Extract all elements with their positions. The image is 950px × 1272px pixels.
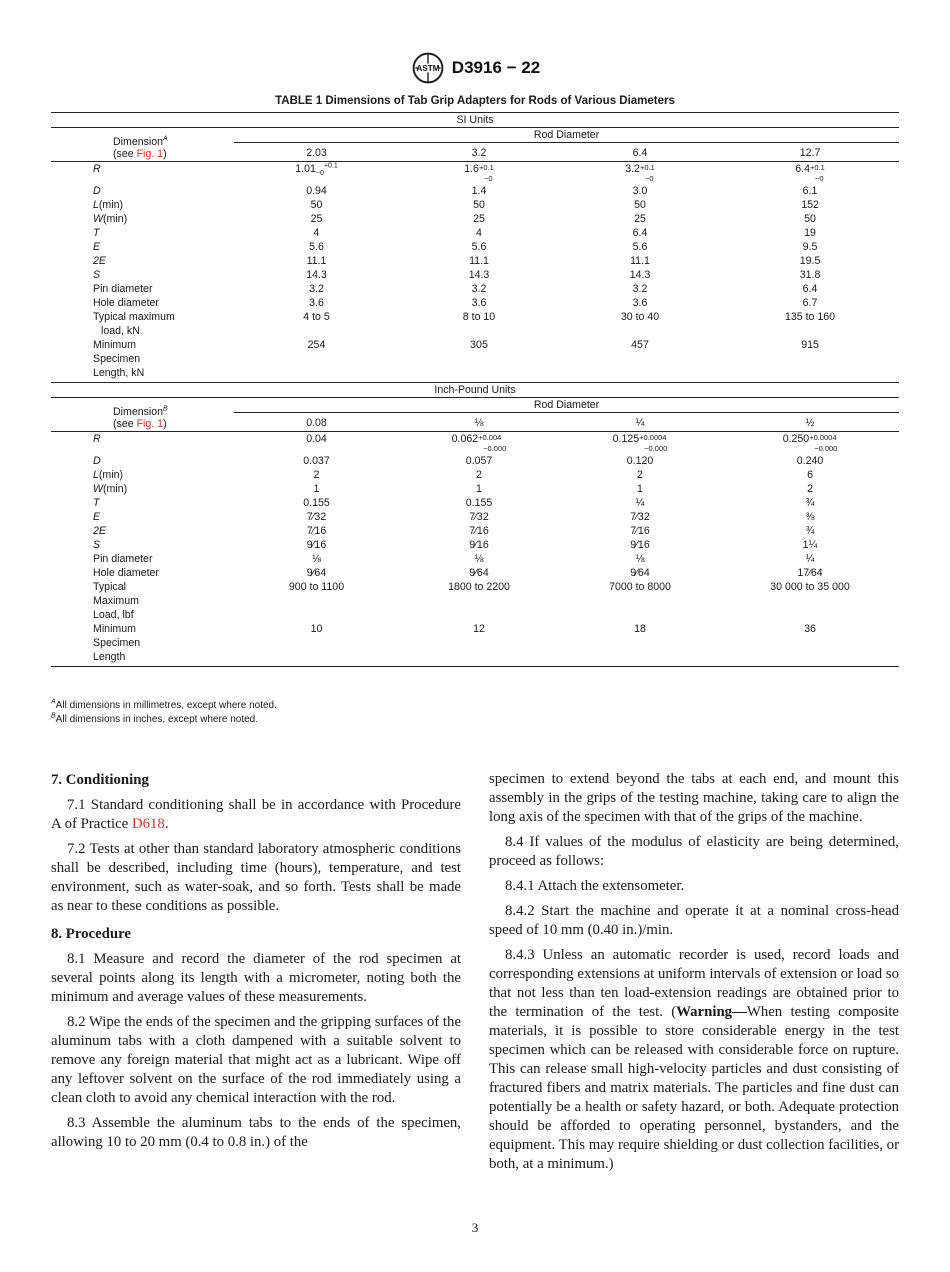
ip-row-value: 7⁄16 <box>630 525 650 537</box>
si-r-label: R <box>93 163 101 175</box>
paragraph-8-4-3: 8.4.3 Unless an automatic recorder is used, record loads and corresponding extensions at uniform intervals of extension or load so that not less than ten load-extension readings are obtained prior to the termination of the test. (Warning—When testing composite materials, it is possible to store considerable energy in the test specimen which can be released with considerable force on rupture. This can release small high-velocity particles and dust consisting of fractured fibers and matrix materials. The particles and fine dust can potentially be a health or safety hazard, or both. Adequate protection should be afforded to operating personnel, bystanders, and the equipment. This may require shielding or dust collection facilities, or both, at a minimum.) <box>489 947 899 1172</box>
ip-row-value: 0.057 <box>465 455 493 467</box>
si-row-value: 14.3 <box>306 269 327 281</box>
si-row-value: 3.0 <box>632 185 648 197</box>
ip-row-label: L(min) <box>93 469 124 481</box>
si-r-value: 1.6 +0.1 −0 <box>464 163 494 183</box>
ip-row-value: 0.155 <box>465 497 493 509</box>
logo-text: ASTM <box>416 64 440 74</box>
section-8-title: 8. Procedure <box>51 926 131 942</box>
ip-row-value: 7⁄32 <box>630 511 650 523</box>
si-row <box>51 268 899 282</box>
si-row <box>51 282 899 296</box>
si-load-label: Typical maximum load, kN <box>93 311 175 337</box>
si-row-value: 25 <box>473 213 485 225</box>
paragraph-8-1: 8.1 Measure and record the diameter of the rod specimen at several points along its length with a micrometer, noting both the minimum and average values of these measurements. <box>51 951 461 1005</box>
paragraph-8-3: 8.3 Assemble the aluminum tabs to the ends of the specimen, allowing 10 to 20 mm (0.4 to 0.8 in.) of the <box>51 1115 461 1150</box>
si-diameter-value: 3.2 <box>399 143 559 162</box>
ip-row-label: W(min) <box>93 483 128 495</box>
si-data-rows <box>51 184 899 310</box>
ip-row-value: ¼ <box>805 553 815 565</box>
si-dimension-header <box>51 128 234 162</box>
si-load-row <box>51 310 899 338</box>
ip-row-value: 2 <box>637 469 643 481</box>
ip-load-value: 7000 to 8000 <box>609 581 671 593</box>
ip-row-value: 7⁄32 <box>306 511 327 523</box>
si-row-label: L(min) <box>93 199 124 211</box>
table-footnotes <box>51 699 899 727</box>
si-row <box>51 184 899 198</box>
si-min-length-value: 457 <box>631 339 649 351</box>
si-r-value: 3.2 +0.1 −0 <box>625 163 655 183</box>
d618-link[interactable]: D618 <box>131 816 165 832</box>
si-min-length-row <box>51 338 899 383</box>
document-header <box>0 50 950 86</box>
ip-row-value: 0.120 <box>626 455 654 467</box>
ip-row-label: T <box>93 497 100 509</box>
ip-row <box>51 468 899 482</box>
ip-row-value: 9⁄64 <box>630 567 650 579</box>
si-row-value: 3.6 <box>471 297 487 309</box>
si-row-value: 11.1 <box>469 255 489 267</box>
si-see-prefix: (see <box>113 148 137 160</box>
ip-row-label: D <box>93 455 101 467</box>
ip-row <box>51 552 899 566</box>
si-row-value: 4 <box>313 227 320 239</box>
si-rod-diameter-label: Rod Diameter <box>234 128 899 143</box>
si-row-value: 6.7 <box>802 297 818 309</box>
si-row-value: 152 <box>801 199 819 211</box>
ip-row-value: 9⁄16 <box>630 539 650 551</box>
si-row-value: 6.1 <box>802 185 818 197</box>
si-row-label: E <box>93 241 101 253</box>
si-row <box>51 212 899 226</box>
ip-row-value: ⅛ <box>635 553 645 565</box>
si-row-value: 1.4 <box>471 185 487 197</box>
si-row-label: D <box>93 185 101 197</box>
ip-min-length-value: 18 <box>559 622 721 667</box>
si-see-suffix: ) <box>163 148 167 160</box>
si-units-label: SI Units <box>51 113 899 128</box>
si-dimension-note: A <box>163 135 168 143</box>
ip-r-value: 0.04 <box>306 433 327 445</box>
si-row <box>51 240 899 254</box>
ip-row-value: 9⁄16 <box>469 539 489 551</box>
ip-row <box>51 524 899 538</box>
si-load-value: 30 to 40 <box>620 311 660 323</box>
si-row-value: 11.1 <box>306 255 327 267</box>
si-row <box>51 254 899 268</box>
si-row-value: 5.6 <box>471 241 487 253</box>
ip-r-value: 0.125 +0.0004 −0.000 <box>612 433 668 453</box>
si-min-length-value: 305 <box>470 339 488 351</box>
si-row-value: 19 <box>804 227 816 239</box>
ip-row-value: 1¼ <box>802 539 818 551</box>
si-row-value: 25 <box>310 213 323 225</box>
si-row-value: 3.2 <box>632 283 648 295</box>
page-number: 3 <box>471 1220 479 1235</box>
si-row-label: T <box>93 227 100 239</box>
si-row-label: Hole diameter <box>93 297 159 309</box>
si-row-value: 31.8 <box>799 269 821 281</box>
si-dimension-label: Dimension <box>113 136 164 148</box>
ip-load-value: 30 000 to 35 000 <box>770 581 850 593</box>
ip-row-value: 1 <box>313 483 320 495</box>
ip-row-value: 7⁄16 <box>469 525 489 537</box>
paragraph-8-4: 8.4 If values of the modulus of elasticity are being determined, proceed as follows: <box>489 834 899 869</box>
ip-load-value: 900 to 1100 <box>288 581 345 593</box>
ip-row <box>51 538 899 552</box>
si-row-value: 19.5 <box>799 255 821 267</box>
ip-row-value: ⅜ <box>805 511 815 523</box>
si-row-value: 3.6 <box>309 297 324 309</box>
si-row-value: 3.2 <box>309 283 324 295</box>
ip-row-value: ⅛ <box>312 553 321 565</box>
si-row-value: 3.6 <box>632 297 648 309</box>
ip-units-row <box>51 383 899 398</box>
si-diameter-value: 12.7 <box>721 143 899 162</box>
ip-min-length-label: Minimum Specimen Length <box>51 622 234 667</box>
ip-diameter-value: ½ <box>721 413 899 432</box>
ip-min-length-row <box>51 622 899 667</box>
ip-row-value: 0.240 <box>796 455 824 467</box>
dimensions-table <box>51 112 899 667</box>
si-row-value: 3.2 <box>471 283 487 295</box>
ip-data-rows <box>51 454 899 580</box>
ip-load-row <box>51 580 899 622</box>
ip-diameter-value: 0.08 <box>234 413 399 432</box>
ip-r-label: R <box>93 433 101 445</box>
ip-row-label: E <box>93 511 101 523</box>
si-load-value: 8 to 10 <box>462 311 496 323</box>
ip-row-value: 7⁄16 <box>306 525 327 537</box>
ip-row-value: 2 <box>476 469 482 481</box>
ip-row-value: 9⁄16 <box>306 539 327 551</box>
footnote-a: $^A$All dimensions in millimetres, except where noted. <box>51 698 277 711</box>
ip-diameter-value: ⅛ <box>399 413 559 432</box>
ip-min-length-value: 12 <box>399 622 559 667</box>
ip-row-value: 0.037 <box>303 455 330 467</box>
ip-row-value: 2 <box>807 483 813 495</box>
right-column <box>489 770 899 1180</box>
ip-r-value: 0.062 +0.004 −0.000 <box>451 433 507 453</box>
ip-load-value: 1800 to 2200 <box>448 581 510 593</box>
si-row <box>51 198 899 212</box>
si-r-value: $1.01_{-0}^{+0.1}$ <box>295 162 338 178</box>
ip-row-label: Pin diameter <box>93 553 153 565</box>
ip-header-row <box>51 398 899 413</box>
si-row <box>51 296 899 310</box>
si-row-value: 0.94 <box>306 185 327 197</box>
ip-row-value: ¼ <box>635 497 645 509</box>
si-row-value: 50 <box>310 199 323 211</box>
si-load-value: 4 to 5 <box>303 311 330 323</box>
ip-min-length-value: 36 <box>721 622 899 667</box>
si-row-value: 25 <box>634 213 646 225</box>
ip-load-label: Typical Maximum Load, lbf <box>93 581 139 621</box>
si-row-value: 5.6 <box>309 241 324 253</box>
si-row-label: S <box>93 269 101 281</box>
si-load-value: 135 to 160 <box>784 311 836 323</box>
si-row-value: 4 <box>476 227 482 239</box>
astm-logo-icon <box>410 50 446 86</box>
ip-row-label: 2E <box>93 525 106 537</box>
ip-dimension-header <box>51 398 234 432</box>
ip-dimension-note: B <box>163 405 168 413</box>
si-diameter-value: 2.03 <box>234 143 399 162</box>
ip-row-value: 17⁄64 <box>797 567 823 579</box>
ip-see-suffix: ) <box>163 418 167 430</box>
ip-row-value: ¾ <box>805 497 815 509</box>
ip-row-value: 7⁄32 <box>469 511 489 523</box>
si-r-value: 6.4 +0.1 −0 <box>795 163 825 183</box>
ip-row-value: ¾ <box>805 525 815 537</box>
paragraph-8-2: 8.2 Wipe the ends of the specimen and the gripping surfaces of the aluminum tabs with a cloth dampened with a suitable solvent to remove any foreign material that might act as a lubricant. Wipe off any leftover solvent on the surface of the rod immediately using a clean cloth to avoid any chemical interaction with the rod. <box>51 1014 462 1106</box>
ip-row <box>51 496 899 510</box>
ip-diameter-value: ¼ <box>559 413 721 432</box>
ip-dimension-label: Dimension <box>113 406 164 418</box>
ip-see-prefix: (see <box>113 418 137 430</box>
ip-r-row <box>51 432 899 455</box>
paragraph-7-1: 7.1 Standard conditioning shall be in accordance with Procedure A of Practice D618. <box>51 797 461 832</box>
document-id: D3916 − 22 <box>451 58 541 77</box>
ip-row-value: 6 <box>807 469 813 481</box>
si-row-value: 9.5 <box>802 241 818 253</box>
paragraph-8-3-continued: specimen to extend beyond the tabs at each end, and mount this assembly in the grips of the testing machine, taking care to align the long axis of the specimen with that of the grips of the machine. <box>489 771 899 825</box>
ip-row <box>51 454 899 468</box>
table-caption: TABLE 1 Dimensions of Tab Grip Adapters for Rods of Various Diameters <box>275 95 675 107</box>
si-row-value: 50 <box>804 213 816 225</box>
ip-row-value: ⅛ <box>474 553 484 565</box>
si-row-value: 14.3 <box>629 269 651 281</box>
si-row-value: 11.1 <box>630 255 650 267</box>
ip-units-label: Inch-Pound Units <box>51 383 899 398</box>
si-row-value: 5.6 <box>632 241 648 253</box>
ip-rod-diameter-label: Rod Diameter <box>234 398 899 413</box>
left-column <box>51 770 461 1158</box>
si-row-label: 2E <box>93 255 106 267</box>
si-header-row <box>51 128 899 143</box>
footnote-b: $^B$All dimensions in inches, except where noted. <box>51 712 259 725</box>
ip-row-value: 1 <box>637 483 643 495</box>
si-diameter-value: 6.4 <box>559 143 721 162</box>
ip-row <box>51 510 899 524</box>
ip-r-value: 0.250 +0.0004 −0.000 <box>782 433 838 453</box>
si-min-length-value: 254 <box>307 339 326 351</box>
si-row-value: 50 <box>634 199 646 211</box>
ip-row-value: 0.155 <box>303 497 330 509</box>
ip-row-value: 1 <box>476 483 482 495</box>
si-row-value: 6.4 <box>802 283 818 295</box>
si-row-value: 14.3 <box>468 269 490 281</box>
si-r-row <box>51 162 899 185</box>
paragraph-8-4-1: 8.4.1 Attach the extensometer. <box>505 878 685 894</box>
si-min-length-label: Minimum Specimen Length, kN <box>93 339 145 379</box>
ip-row <box>51 482 899 496</box>
paragraph-8-4-2: 8.4.2 Start the machine and operate it at a nominal cross-head speed of 10 mm (0.40 in.)/min. <box>489 903 899 938</box>
warning-label: Warning— <box>676 1004 747 1020</box>
ip-row-value: 9⁄64 <box>469 567 489 579</box>
si-row <box>51 226 899 240</box>
ip-row-label: S <box>93 539 101 551</box>
si-row-value: 50 <box>473 199 485 211</box>
si-units-row <box>51 113 899 128</box>
ip-row <box>51 566 899 580</box>
si-row-label: W(min) <box>93 213 128 225</box>
si-min-length-value: 915 <box>801 339 819 351</box>
section-7-title: 7. Conditioning <box>51 772 149 788</box>
si-row-value: 6.4 <box>632 227 648 239</box>
ip-row-value: 9⁄64 <box>306 567 327 579</box>
si-row-label: Pin diameter <box>93 283 153 295</box>
ip-fig-link[interactable]: Fig. 1 <box>136 418 164 430</box>
si-fig-link[interactable]: Fig. 1 <box>136 148 164 160</box>
ip-row-label: Hole diameter <box>93 567 159 579</box>
paragraph-7-2: 7.2 Tests at other than standard laboratory atmospheric conditions shall be described, including time (hours), temperature, and test environment, such as water-soak, and so forth. Tests shall be made as near to these conditions as possible. <box>51 841 461 914</box>
ip-row-value: 2 <box>313 469 320 481</box>
ip-min-length-value: 10 <box>234 622 399 667</box>
